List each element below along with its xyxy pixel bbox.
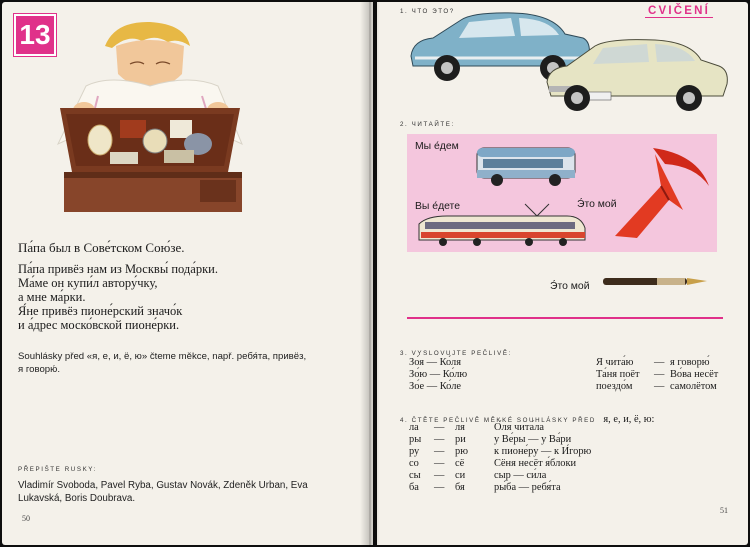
exercise-3-label: 3. VYSLOVUJTE PEČLIVĚ: — [400, 350, 512, 357]
syllable: си — [455, 470, 466, 481]
page-number: 51 — [720, 506, 728, 515]
right-page — [377, 2, 748, 545]
exercise-3-phrase: самолётом — [670, 381, 717, 392]
syllable: рю — [455, 446, 468, 457]
exercise-3-dash: — — [654, 381, 665, 392]
grammar-note-line: я говорю́. — [18, 364, 61, 375]
names-line: Lukavská, Boris Doubrava. — [18, 493, 136, 504]
exercise-2-label: 2. ЧИТАЙТЕ: — [400, 121, 455, 128]
phrase-my-edem: Мы е́дем — [415, 141, 459, 152]
phrase-eto-moy: Э́то мой — [550, 281, 590, 292]
exercise-3-phrase: Я чита́ю — [596, 357, 634, 368]
fountain-pen-illustration — [599, 273, 713, 289]
exercise-4-dash-col — [434, 422, 444, 494]
reading-line: и а́дрес моско́вской пионе́рки. — [18, 318, 180, 332]
exercise-3-dash-col — [654, 357, 664, 393]
exercise-heading: PŘEPIŠTE RUSKY: — [18, 466, 98, 473]
exercise-3-dash: — — [654, 369, 665, 380]
section-title: CVIČENÍ — [645, 5, 713, 18]
exercise-3-row: Зо́ю — Ко́лю — [409, 369, 468, 380]
syllable: ля — [455, 422, 465, 433]
exercise-3-phrase: Та́ня поёт — [596, 369, 640, 380]
bus-illustration — [475, 144, 579, 188]
tram-illustration — [417, 202, 587, 248]
exercise-3-row: Зо́я — Ко́ля — [409, 357, 462, 368]
syllable: со — [409, 458, 419, 469]
exercise-4-syllable-col2 — [455, 422, 468, 494]
exercise-4-sentence: Сёня несёт я́блоки — [494, 458, 577, 469]
reading-line: Я́не привёз пионе́рский значо́к — [18, 304, 183, 318]
exercise-3-phrase: Во́ва несёт — [670, 369, 719, 380]
exercise-3-right-col2 — [670, 357, 718, 393]
exercise-4-sentences — [494, 422, 591, 494]
exercise-3-right-col1 — [596, 357, 640, 393]
red-scarf-illustration — [609, 146, 713, 244]
section-divider — [407, 317, 723, 319]
syllable-dash: — — [434, 434, 445, 445]
exercise-3-phrase: я говорю́ — [670, 357, 710, 368]
syllable: ри — [455, 434, 466, 445]
syllable: сы — [409, 470, 421, 481]
syllable-dash: — — [434, 422, 445, 433]
exercise-4-sentence: у Ве́ры — у Ва́ри — [494, 434, 572, 445]
exercise-1-label: 1. ЧТО ЭТО? — [400, 8, 455, 15]
exercise-4-sentence: сыр — си́ла — [494, 470, 547, 481]
page-number: 50 — [22, 514, 30, 523]
syllable-dash: — — [434, 470, 445, 481]
reading-line: а мне ма́рки. — [18, 290, 86, 304]
exercise-4-syllable-col1 — [409, 422, 421, 494]
exercise-3-row: Зо́е — Ко́ле — [409, 381, 461, 392]
phrase-eto-moy: Э́то мой — [577, 199, 617, 210]
syllable: ры — [409, 434, 422, 445]
syllable: бя — [455, 482, 465, 493]
reading-line: Па́па привёз нам из Москвы́ пода́рки. — [18, 262, 218, 276]
names-line: Vladimír Svoboda, Pavel Ryba, Gustav Novák, Zdeněk Urban, Eva — [18, 480, 308, 491]
syllable-dash: — — [434, 446, 445, 457]
exercise-4-sentence: к пионе́ру — к И́горю — [494, 446, 592, 457]
syllable: сё — [455, 458, 465, 469]
reading-line: Ма́ме он купи́л автору́чку, — [18, 276, 158, 290]
exercise-4-sentence: О́ля чита́ла — [494, 422, 545, 433]
exercise-4-label: 4. ČTĚTE PEČLIVĚ MĚKKÉ SOUHLÁSKY PŘED — [400, 417, 596, 424]
grammar-note-line: Souhlásky před «я, е, и, ё, ю» čteme měkce, např. ребя́та, привёз, — [18, 351, 307, 362]
syllable: ру — [409, 446, 420, 457]
exercise-3-left-column — [409, 357, 467, 393]
syllable: ба — [409, 482, 419, 493]
exercise-4-sentence: ры́ба — ребя́та — [494, 482, 561, 493]
syllable-dash: — — [434, 458, 445, 469]
phrase-vy-edete: Вы е́дете — [415, 201, 460, 212]
exercise-4-letters: я, е, и, ё, ю: — [603, 414, 655, 425]
syllable-dash: — — [434, 482, 445, 493]
lesson-number-badge: 13 — [14, 14, 56, 56]
boy-with-suitcase-illustration — [50, 16, 260, 216]
syllable: ла — [409, 422, 419, 433]
cream-car-illustration — [543, 34, 733, 116]
left-page — [2, 2, 373, 545]
exercise-3-dash: — — [654, 357, 665, 368]
reading-line: Па́па был в Сове́тском Сою́зе. — [18, 240, 185, 255]
exercise-3-phrase: поездо́м — [596, 381, 633, 392]
